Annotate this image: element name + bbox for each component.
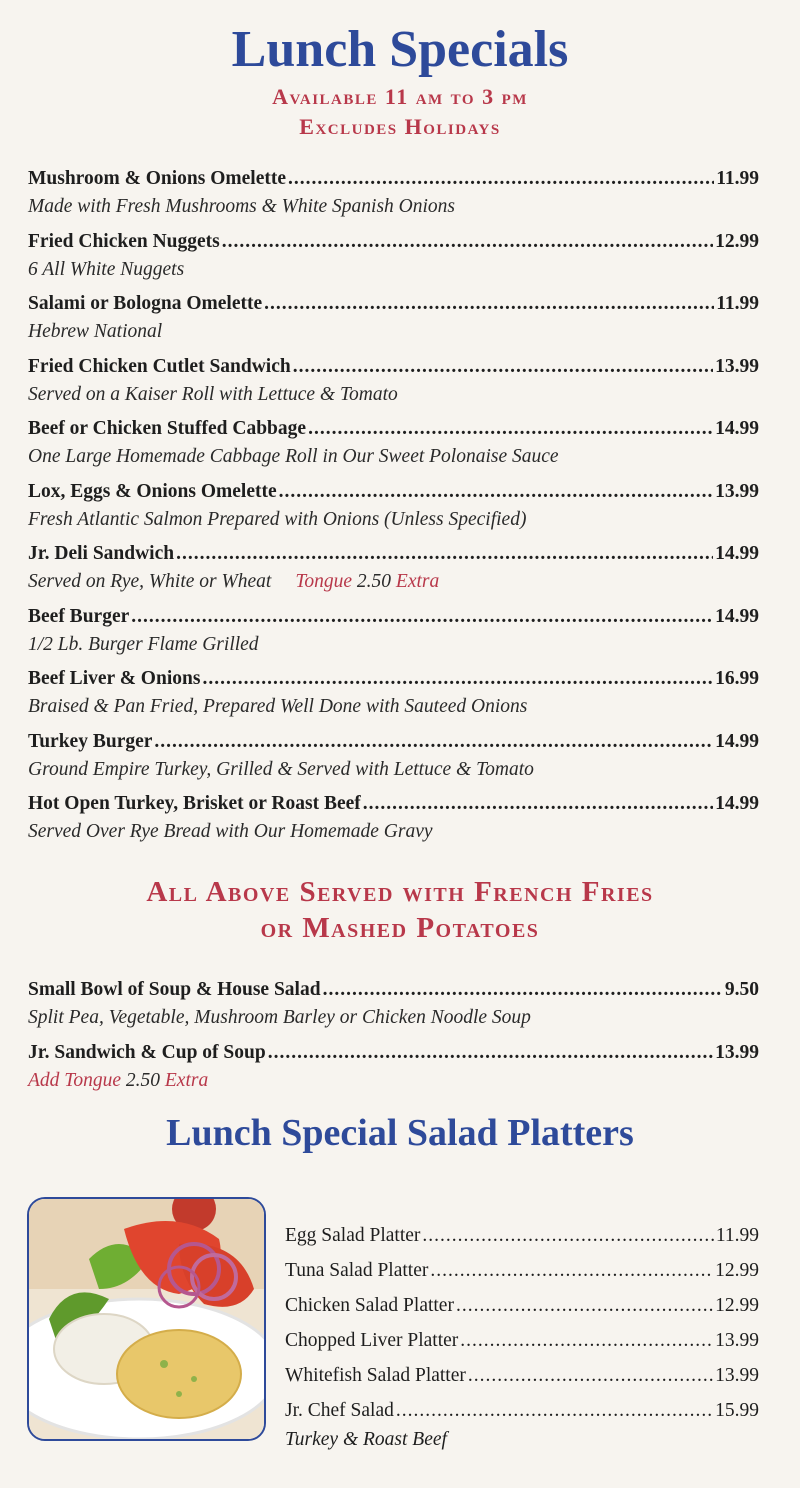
menu-item — [28, 602, 759, 665]
item-price: 16.99 — [715, 668, 759, 689]
item-name: Small Bowl of Soup & House Salad — [28, 979, 321, 1000]
menu-item — [28, 477, 759, 540]
item-name: Hot Open Turkey, Brisket or Roast Beef — [28, 793, 361, 814]
item-price: 13.99 — [715, 1041, 759, 1063]
platter-item — [285, 1218, 759, 1253]
dot-leader — [396, 1393, 713, 1428]
item-description: Ground Empire Turkey, Grilled & Served with Lettuce & Tomato — [28, 758, 534, 780]
menu-item — [28, 727, 759, 790]
item-name: Mushroom & Onions Omelette — [28, 168, 286, 189]
item-price: 12.99 — [715, 230, 759, 252]
platter-item — [285, 1253, 759, 1288]
dot-leader — [323, 975, 723, 1005]
dot-leader — [268, 1038, 713, 1068]
menu-item — [28, 1038, 759, 1101]
platter-name: Chicken Salad Platter — [285, 1295, 454, 1316]
salad-platter-photo — [27, 1197, 266, 1441]
menu-item — [28, 289, 759, 352]
platter-price: 13.99 — [715, 1365, 759, 1386]
sides-note-line2: or Mashed Potatoes — [260, 912, 540, 944]
item-description: 1/2 Lb. Burger Flame Grilled — [28, 633, 259, 655]
dot-leader — [154, 727, 713, 757]
platter-price: 12.99 — [715, 1295, 759, 1316]
addon-suffix: Extra — [395, 571, 440, 592]
item-description: Hebrew National — [28, 321, 163, 342]
addon-label: Tongue — [295, 571, 353, 592]
menu-item — [28, 164, 759, 227]
dot-leader — [456, 1288, 713, 1323]
addon-prefix: Add Tongue — [28, 1069, 121, 1091]
dot-leader — [293, 352, 713, 382]
item-name: Beef or Chicken Stuffed Cabbage — [28, 418, 307, 439]
item-name: Fried Chicken Nuggets — [28, 230, 220, 252]
platter-item — [285, 1393, 759, 1428]
dot-leader — [222, 227, 713, 257]
item-price: 11.99 — [716, 168, 759, 189]
item-name: Beef Liver & Onions — [28, 668, 201, 689]
extras-list — [28, 975, 759, 1100]
platter-name: Egg Salad Platter — [285, 1225, 421, 1246]
item-price: 14.99 — [715, 793, 759, 814]
platter-name: Tuna Salad Platter — [285, 1260, 429, 1281]
item-description: 6 All White Nuggets — [28, 258, 185, 280]
item-price: 9.50 — [724, 979, 759, 1000]
menu-item — [28, 664, 759, 727]
item-description: Served Over Rye Bread with Our Homemade Gravy — [28, 821, 433, 842]
page-title: Lunch Specials — [231, 21, 569, 78]
item-description: Served on a Kaiser Roll with Lettuce & Tomato — [28, 383, 398, 405]
dot-leader — [430, 1253, 713, 1288]
item-name: Fried Chicken Cutlet Sandwich — [28, 355, 291, 377]
menu-item — [28, 539, 759, 602]
dot-leader — [468, 1358, 713, 1393]
item-price: 14.99 — [715, 418, 759, 439]
specials-list — [28, 164, 759, 852]
item-name: Beef Burger — [28, 605, 130, 627]
item-price: 14.99 — [715, 730, 759, 752]
holiday-note: Excludes Holidays — [299, 114, 501, 139]
platter-price: 13.99 — [715, 1330, 759, 1351]
item-price: 14.99 — [715, 605, 759, 627]
platter-name: Whitefish Salad Platter — [285, 1365, 466, 1386]
platter-item — [285, 1358, 759, 1393]
item-price: 13.99 — [715, 355, 759, 377]
item-name: Jr. Deli Sandwich — [28, 543, 175, 564]
item-price: 13.99 — [715, 480, 759, 502]
item-description: Fresh Atlantic Salmon Prepared with Onions (Unless Specified) — [28, 508, 527, 530]
menu-item — [28, 227, 759, 290]
menu-item — [28, 975, 759, 1038]
dot-leader — [288, 164, 714, 194]
addon-suffix: Extra — [164, 1069, 209, 1091]
item-description: Split Pea, Vegetable, Mushroom Barley or Chicken Noodle Soup — [28, 1007, 531, 1028]
dot-leader — [264, 289, 714, 319]
platter-name: Jr. Chef Salad — [285, 1400, 394, 1421]
dot-leader — [202, 664, 713, 694]
item-description — [28, 1068, 759, 1094]
item-description: One Large Homemade Cabbage Roll in Our Sweet Polonaise Sauce — [28, 446, 559, 467]
dot-leader — [460, 1323, 713, 1358]
item-description-text: Served on Rye, White or Wheat — [28, 571, 272, 592]
platter-price: 11.99 — [715, 1225, 759, 1246]
addon-price: 2.50 — [125, 1069, 160, 1091]
platter-item — [285, 1288, 759, 1323]
platter-item — [285, 1323, 759, 1358]
platter-name: Chopped Liver Platter — [285, 1330, 459, 1351]
dot-leader — [308, 414, 713, 444]
dot-leader — [363, 789, 713, 819]
item-description: Made with Fresh Mushrooms & White Spanish Onions — [28, 196, 456, 217]
addon-price: 2.50 — [356, 571, 392, 592]
sides-note-line1: All Above Served with French Fries — [146, 876, 654, 908]
menu-item — [28, 352, 759, 415]
item-name: Jr. Sandwich & Cup of Soup — [28, 1041, 266, 1063]
item-description: Braised & Pan Fried, Prepared Well Done with Sauteed Onions — [28, 696, 528, 717]
dot-leader — [279, 477, 714, 507]
item-price: 11.99 — [716, 293, 759, 314]
salad-platters-heading: Lunch Special Salad Platters — [166, 1112, 634, 1154]
item-name: Lox, Eggs & Onions Omelette — [28, 480, 277, 502]
platter-price: 15.99 — [715, 1400, 759, 1421]
salad-platters-list — [285, 1218, 759, 1452]
item-description — [28, 569, 759, 595]
menu-item — [28, 414, 759, 477]
dot-leader — [131, 602, 713, 632]
item-name: Salami or Bologna Omelette — [28, 293, 263, 314]
availability-note: Available 11 am to 3 pm — [272, 84, 528, 109]
item-name: Turkey Burger — [28, 730, 153, 752]
item-price: 14.99 — [715, 543, 759, 564]
platter-price: 12.99 — [715, 1260, 759, 1281]
platter-description: Turkey & Roast Beef — [285, 1429, 447, 1450]
dot-leader — [176, 539, 713, 569]
dot-leader — [422, 1218, 713, 1253]
menu-item — [28, 789, 759, 852]
